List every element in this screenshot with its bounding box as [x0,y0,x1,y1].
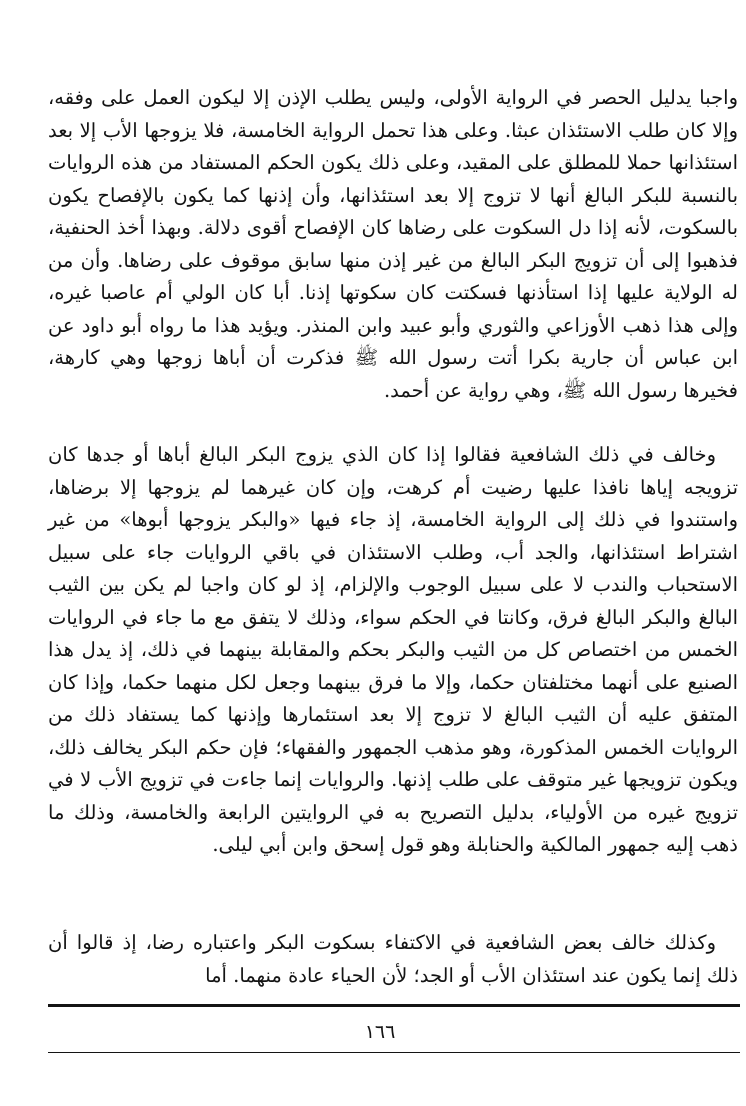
paragraph-3: وكذلك خالف بعض الشافعية في الاكتفاء بسكوت البكر واعتباره رضا، إذ قالوا أن ذلك إنما يكون عند استئذان الأب أو الجد؛ لأن الحياء عادة منهما. أما [48,931,738,987]
page-number: ١٦٦ [364,1021,396,1043]
paragraph-1: واجبا يدليل الحصر في الرواية الأولى، وليس يطلب الإذن إلا ليكون العمل على وفقه، وإلا كان طلب الاستئذان عبثا. وعلى هذا تحمل الرواية الخامسة، فلا يزوجها الأب إلا بعد استئذانها حملا للمطلق على المقيد، وعلى ذلك يكون الحكم المستفاد من هذه الروايات بالنسبة للبكر البالغ أنها لا تزوج إلا بعد استئذانها، وأن إذنها كما يكون بالإفصاح يكون بالسكوت، لأنه إذا دل السكوت على رضاها كان الإفصاح أقوى دلالة. وبهذا أخذ الحنفية، فذهبوا إلى أن تزويج البكر البالغ من غير إذن منها سابق موقوف على رضاها. وأن من له الولاية عليها إذا استأذنها فسكتت كان سكوتها إذنا. أبا كان الولي أم عاصبا غيره، وإلى هذا ذهب الأوزاعي والثوري وأبو عبيد وابن المنذر. ويؤيد هذا ما رواه أبو داود عن ابن عباس أن جارية بكرا أتت رسول الله ﷺ فذكرت أن أباها زوجها وهي كارهة، فخيرها رسول الله ﷺ، وهي رواية عن أحمد. [48,86,738,402]
footer-rule-bottom [48,1052,740,1053]
paragraph-2: وخالف في ذلك الشافعية فقالوا إذا كان الذي يزوج البكر البالغ أباها أو جدها كان تزويجه إياها نافذا عليها رضيت أم كرهت، وإن كان غيرهما لم يزوجها إلا برضاها، واستندوا في ذلك إلى الرواية الخامسة، إذ جاء فيها «والبكر يزوجها أبوها» من غير اشتراط استئذانها، والجد أب، وطلب الاستئذان في باقي الروايات جاء على سبيل الاستحباب والندب لا على سبيل الوجوب والإلزام، إذ لو كان واجبا لم يكن بين الثيب البالغ والبكر البالغ فرق، وكانتا في الحكم سواء، وذلك لا يتفق مع ما جاء في الروايات الخمس من اختصاص كل من الثيب والبكر بحكم والمقابلة بينهما في ذلك، إذ يدل هذا الصنيع على أنهما مختلفتان حكما، وإلا ما فرق بينهما وجعل لكل منهما حكما، وإذا كان المتفق عليه أن الثيب البالغ لا تزوج إلا بعد استئمارها وإذنها كما يستفاد ذلك من الروايات الخمس المذكورة، وهو مذهب الجمهور والفقهاء؛ فإن حكم البكر يخالف ذلك، ويكون تزويجها غير متوقف على طلب إذنها. والروايات إنما جاءت في تزويج الأب لا في تزويج غيره من الأولياء، بدليل التصريح به في الروايتين الرابعة والخامسة، وذلك ما ذهب إليه جمهور المالكية والحنابلة وهو قول إسحق وابن أبي ليلى. [48,443,738,856]
footer-rule-top [48,1004,740,1007]
